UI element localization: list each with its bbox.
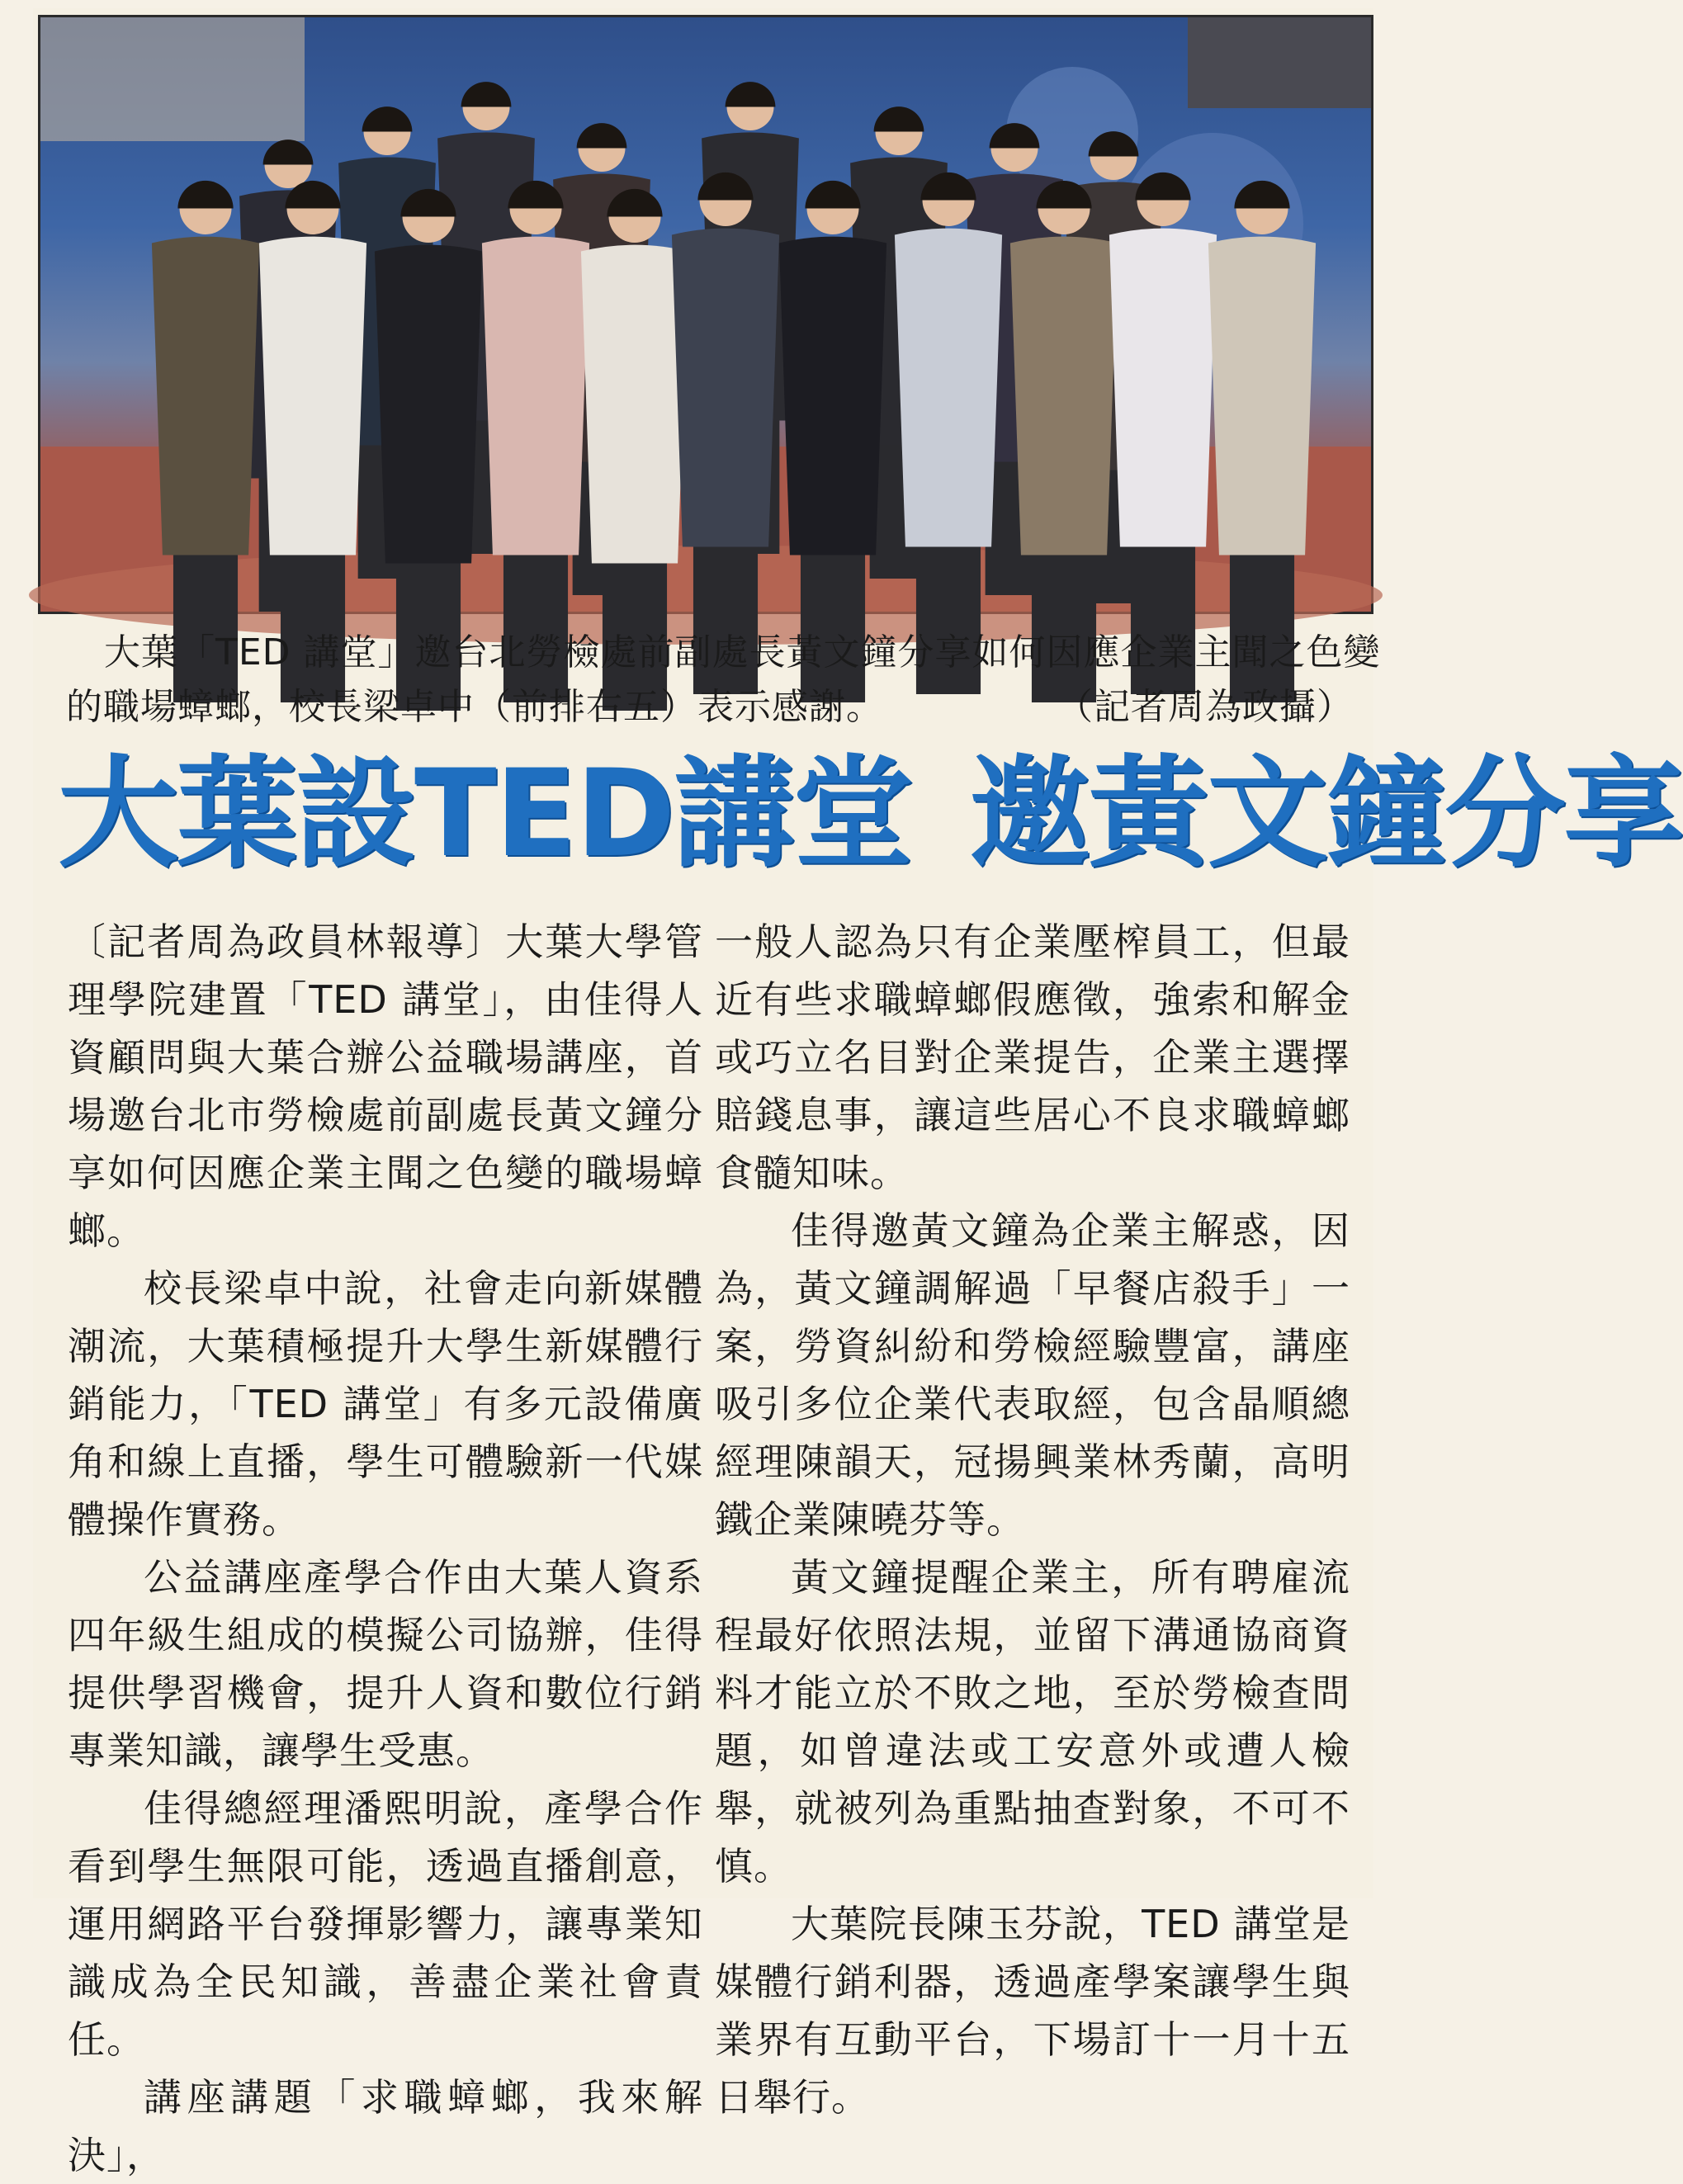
- headline-part-1: 大葉設TED講堂: [58, 744, 912, 884]
- article-column-left: [68, 913, 703, 2184]
- newspaper-clipping: [33, 8, 1683, 2177]
- article-paragraph: 佳得總經理潘熙明說，產學合作看到學生無限可能，透過直播創意，運用網路平台發揮影響力，讓專業知識成為全民知識，善盡企業社會責任。: [68, 1786, 703, 2062]
- article-paragraph: 佳得邀黃文鐘為企業主解惑，因為，黃文鐘調解過「早餐店殺手」一案，勞資糾紛和勞檢經驗豐富，講座吸引多位企業代表取經，包含晶順總經理陳韻天，冠揚興業林秀蘭，高明鐵企業陳曉芬等。: [715, 1208, 1350, 1542]
- article-paragraph: 公益講座產學合作由大葉人資系四年級生組成的模擬公司協辦，佳得提供學習機會，提升人資和數位行銷專業知識，讓學生受惠。: [68, 1555, 703, 1773]
- headline: [58, 744, 1683, 884]
- article-paragraph: 校長梁卓中說，社會走向新媒體潮流，大葉積極提升大學生新媒體行銷能力，「TED 講堂」有多元設備廣角和線上直播，學生可體驗新一代媒體操作實務。: [68, 1266, 703, 1542]
- article-paragraph: 大葉院長陳玉芬說，TED 講堂是媒體行銷利器，透過產學案讓學生與業界有互動平台，下場訂十一月十五日舉行。: [715, 1902, 1350, 2120]
- group-photo-illustration: [40, 17, 1371, 612]
- caption-line-1: [66, 626, 1381, 680]
- caption-line-2: [66, 680, 1354, 735]
- article-paragraph: 黃文鐘提醒企業主，所有聘雇流程最好依照法規，並留下溝通協商資料才能立於不敗之地，至於勞檢查問題，如曾違法或工安意外或遭人檢舉，就被列為重點抽查對象，不可不慎。: [715, 1555, 1350, 1889]
- article-paragraph: 一般人認為只有企業壓榨員工，但最近有些求職蟑螂假應徵，強索和解金或巧立名目對企業提告，企業主選擇賠錢息事，讓這些居心不良求職蟑螂食髓知味。: [715, 919, 1350, 1195]
- caption-text-2: 的職場蟑螂，校長梁卓中（前排右五）表示感謝。: [66, 686, 883, 728]
- article-column-right: [715, 913, 1350, 2126]
- article-paragraph: 講座講題「求職蟑螂，我來解決」，: [68, 2075, 703, 2177]
- headline-part-2: 邀黃文鐘分享: [969, 744, 1683, 884]
- group-photo: [38, 15, 1373, 614]
- photo-credit: （記者周為政攝）: [1057, 686, 1354, 728]
- photo-caption: [66, 626, 1381, 735]
- caption-text-1: 大葉「TED 講堂」邀台北勞檢處前副處長黃文鐘分享如何因應企業主聞之色變: [104, 631, 1381, 674]
- article-paragraph: 〔記者周為政員林報導〕大葉大學管理學院建置「TED 講堂」，由佳得人資顧問與大葉合辦公益職場講座，首場邀台北市勞檢處前副處長黃文鐘分享如何因應企業主聞之色變的職場蟑螂。: [68, 919, 703, 1253]
